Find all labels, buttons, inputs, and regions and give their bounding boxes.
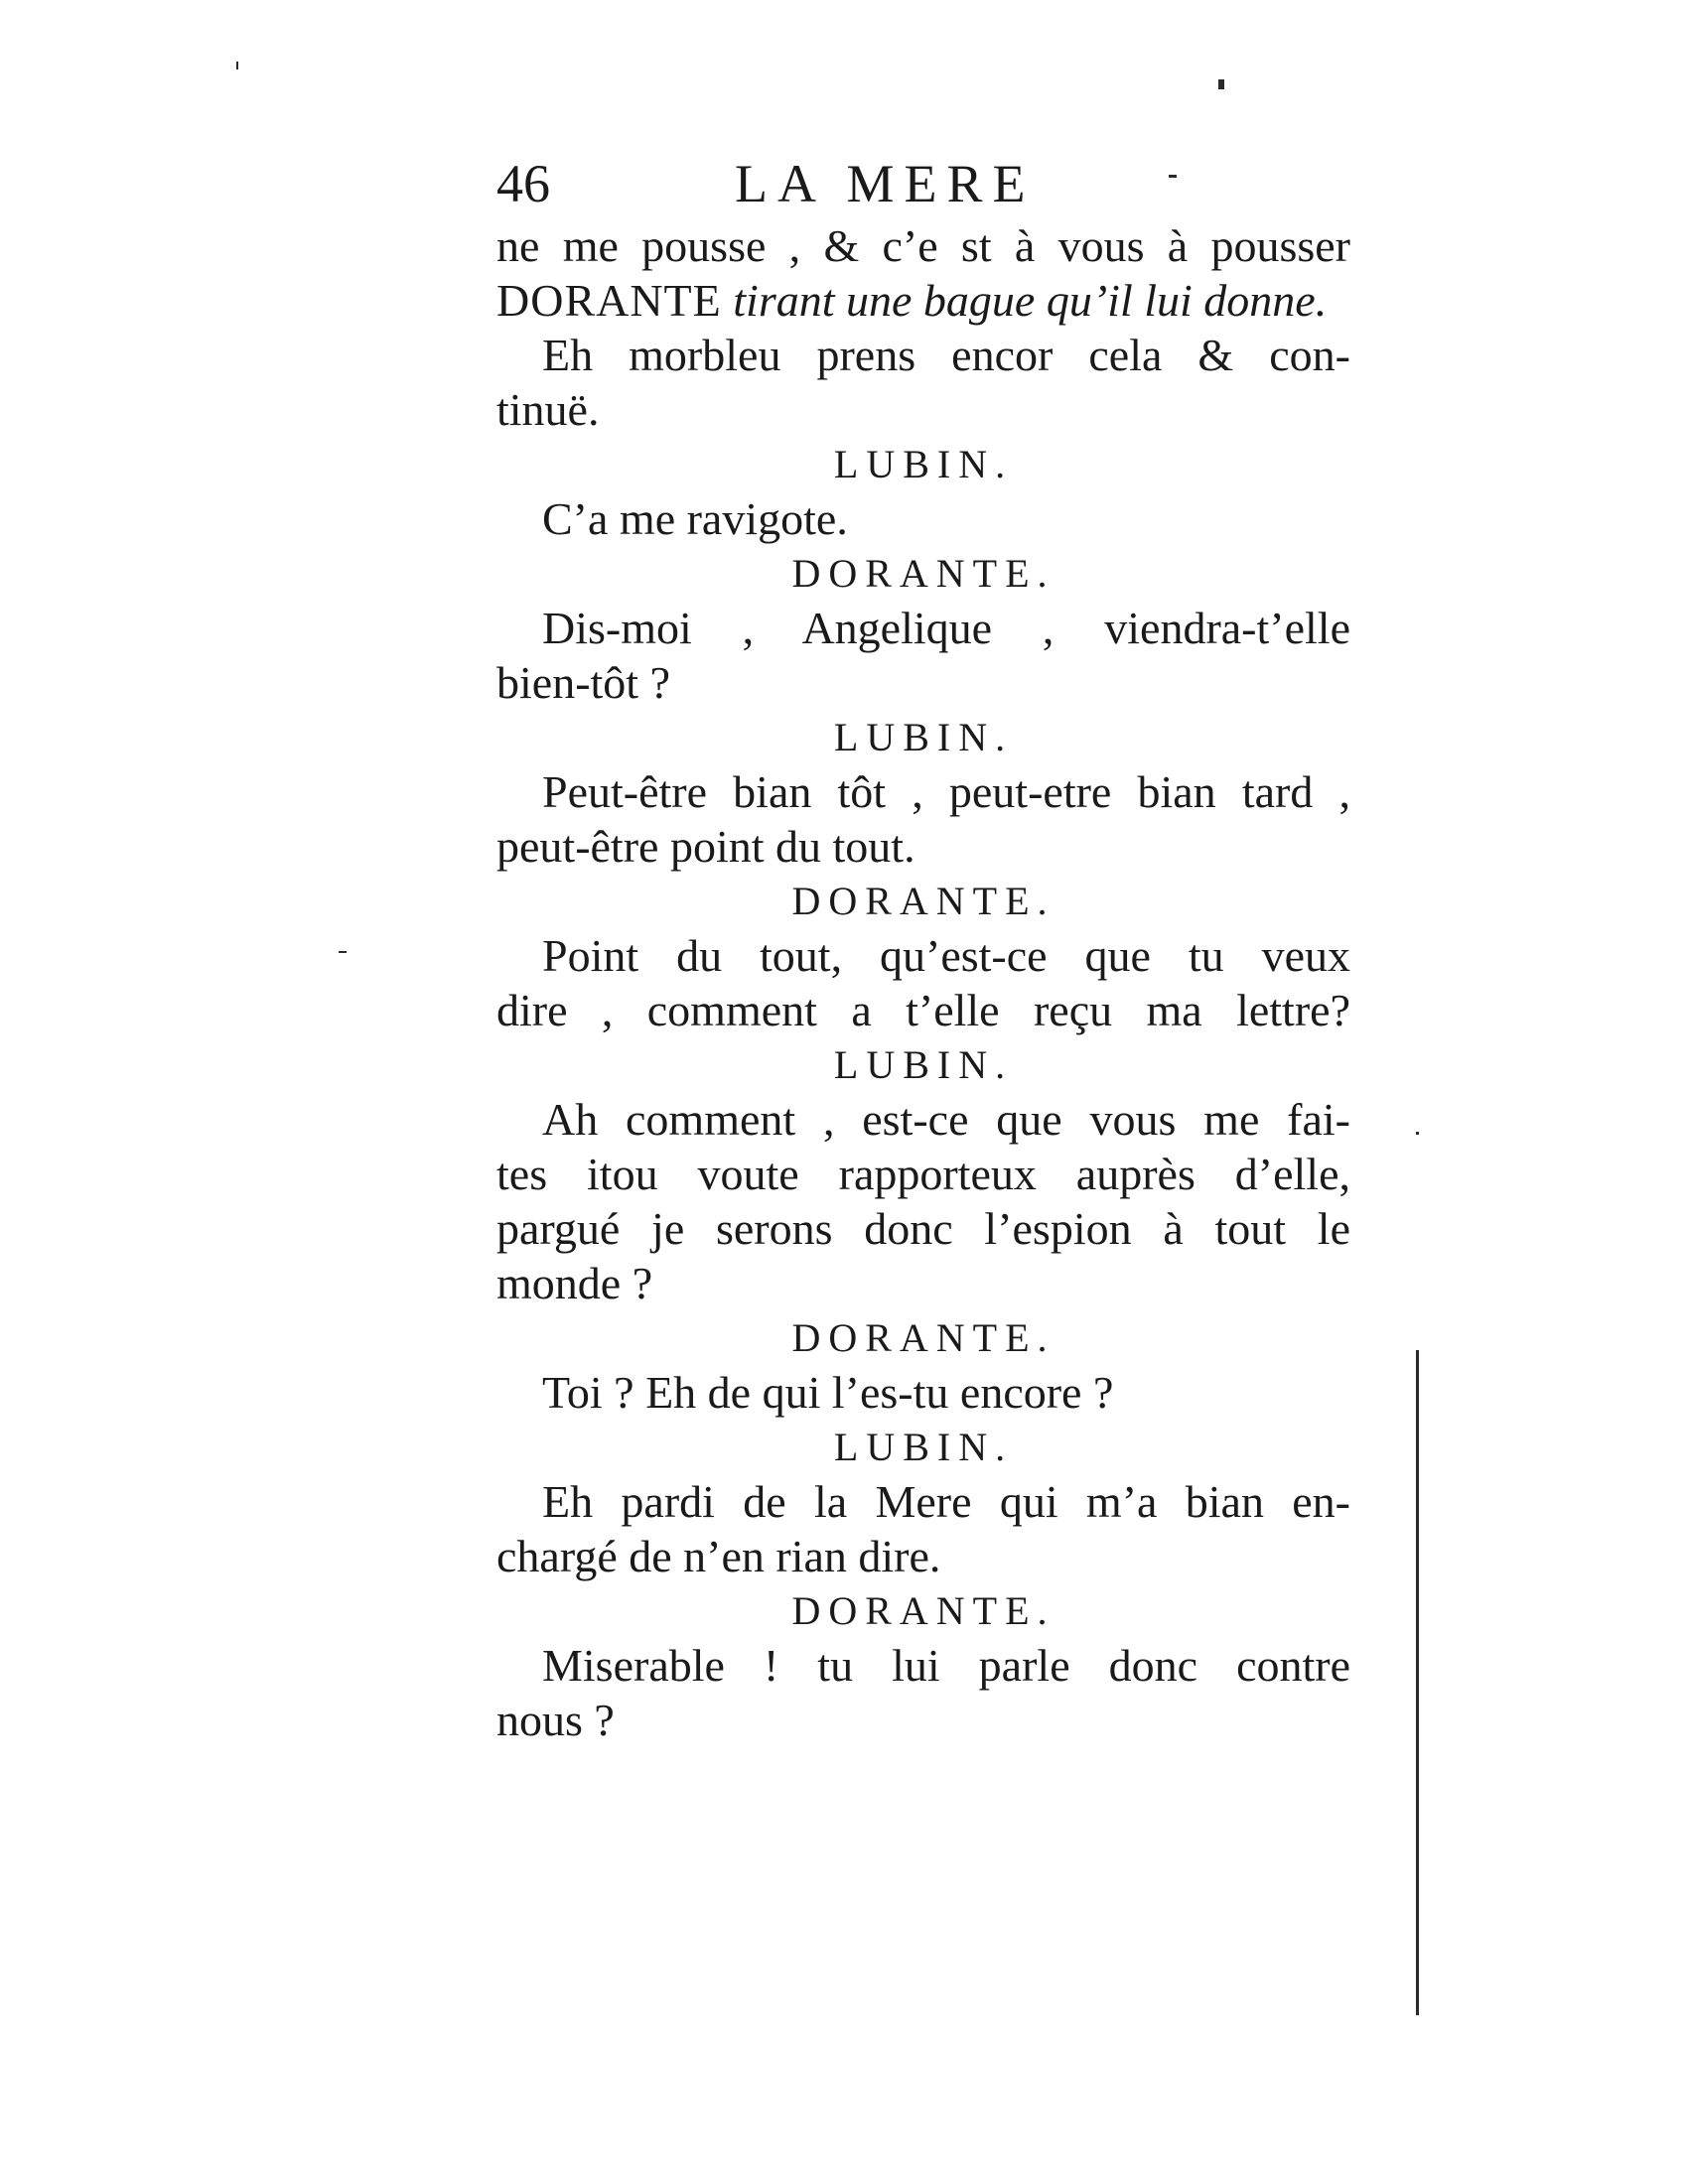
ink-speck [1416, 1132, 1419, 1135]
text-line: tinuë. [496, 384, 600, 435]
margin-rule [1416, 1350, 1419, 2015]
text-line: Eh morbleu prens encor cela & con- [542, 330, 1350, 380]
text-line: Eh pardi de la Mere qui m’a bian en- [542, 1476, 1350, 1527]
text-line: Point du tout, qu’est-ce que tu veux [542, 930, 1350, 981]
text-line: Ah comment , est-ce que vous me fai- [542, 1094, 1350, 1145]
stage-direction-speaker: DORANTE [496, 275, 722, 326]
running-head [496, 149, 1350, 218]
stage-direction-text: tirant une bague qu’il lui donne. [733, 275, 1328, 326]
speaker-heading: DORANTE. [791, 1315, 1055, 1360]
text-block [496, 149, 1350, 1747]
speaker-heading: LUBIN. [833, 1425, 1014, 1469]
speaker-heading: LUBIN. [833, 442, 1014, 486]
text-line: Miserable ! tu lui parle donc contre [542, 1640, 1350, 1691]
text-line: Dis-moi , Angelique , viendra-t’elle [542, 603, 1350, 653]
speaker-heading: DORANTE. [791, 879, 1055, 923]
speaker-heading: DORANTE. [791, 1588, 1055, 1633]
ink-speck [1218, 79, 1224, 89]
page-number: 46 [496, 154, 550, 213]
text-line: nous ? [496, 1695, 615, 1745]
speaker-heading: DORANTE. [791, 551, 1055, 596]
text-line: bien-tôt ? [496, 657, 670, 708]
text-line: dire , comment a t’elle reçu ma lettre? [496, 985, 1350, 1035]
speaker-heading: LUBIN. [833, 715, 1014, 759]
stage-direction [496, 273, 1350, 328]
text-line: peut-être point du tout. [496, 821, 915, 872]
speaker-heading: LUBIN. [833, 1042, 1014, 1087]
ink-speck [339, 951, 347, 953]
text-line: C’a me ravigote. [542, 493, 848, 544]
text-line: ne me pousse , & c’e st à vous à pousser [496, 220, 1350, 271]
text-line: Peut-être bian tôt , peut-etre bian tard , [542, 766, 1350, 817]
ink-speck [236, 62, 238, 69]
text-line: monde ? [496, 1258, 653, 1308]
text-line: Toi ? Eh de qui l’es-tu encore ? [542, 1367, 1114, 1418]
text-line: chargé de n’en rian dire. [496, 1531, 941, 1581]
text-line: pargué je serons donc l’espion à tout le [496, 1203, 1350, 1254]
text-line: tes itou voute rapporteux auprès d’elle, [496, 1149, 1350, 1199]
running-title: LA MERE [735, 154, 1036, 213]
